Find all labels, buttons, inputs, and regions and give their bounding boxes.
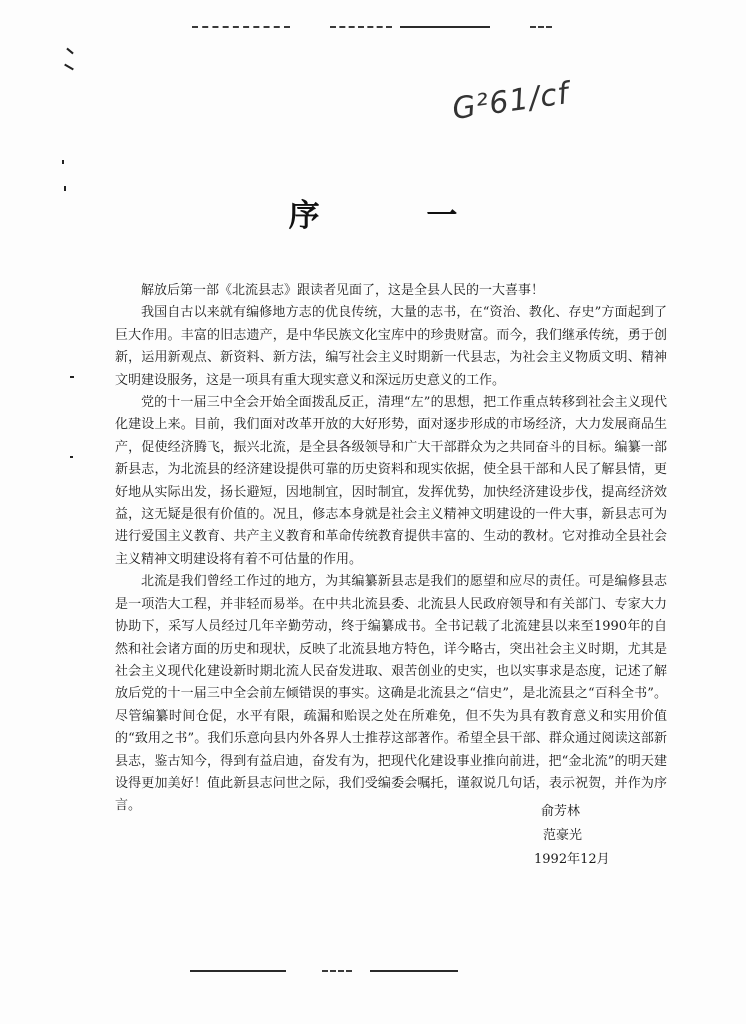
scan-artifact-top-mid — [330, 26, 392, 28]
paragraph: 我国自古以来就有编修地方志的优良传统，大量的志书，在“资治、教化、存史”方面起到了巨大作用。丰富的旧志遗产，是中华民族文化宝库中的珍贵财富。而今，我们继承传统，勇于创新，运用新观点、新资料、新方法，编写社会主义时期新一代县志，为社会主义物质文明、精神文明建设服务，这是一项具有重大现实意义和深远历史意义的工作。 — [115, 305, 667, 388]
scan-artifact-top-left — [192, 26, 290, 28]
author-name: 范豪光 — [543, 828, 583, 843]
author-name: 俞芳林 — [541, 804, 581, 819]
signature-block — [534, 800, 610, 872]
scan-mark — [66, 48, 73, 55]
scan-mark — [70, 376, 74, 378]
scan-artifact-bottom-left — [190, 970, 286, 972]
scan-artifact-top-right — [400, 26, 490, 28]
paragraph: 党的十一届三中全会开始全面拨乱反正，清理“左”的思想，把工作重点转移到社会主义现代化建设上来。目前，我们面对改革开放的大好形势，面对逐步形成的市场经济，大力发展商品生产，促使经济腾飞，振兴北流，是全县各级领导和广大干部群众为之共同奋斗的目标。编纂一部新县志，为北流县的经济建设提供可靠的历史资料和现实依据，使全县干部和人民了解县情，更好地从实际出发，扬长避短，因地制宜，因时制宜，发挥优势，加快经济建设步伐，提高经济效益，这无疑是很有价值的。况且，修志本身就是社会主义精神文明建设的一件大事，新县志可为进行爱国主义教育、共产主义教育和革命传统教育提供丰富的、生动的教材。它对推动全县社会主义精神文明建设将有着不可估量的作用。 — [115, 395, 667, 567]
signature-date: 1992年12月 — [534, 852, 610, 867]
scan-artifact-top-far — [530, 26, 552, 28]
page-title: 序 一 — [288, 198, 506, 234]
scan-artifact-bottom-mid — [322, 970, 352, 972]
scan-mark — [70, 456, 73, 458]
scan-mark — [64, 64, 74, 71]
paragraph: 解放后第一部《北流县志》跟读者见面了，这是全县人民的一大喜事！ — [141, 283, 545, 298]
scan-artifact-bottom-right — [370, 970, 458, 972]
paragraph: 北流是我们曾经工作过的地方，为其编纂新县志是我们的愿望和应尽的责任。可是编修县志是一项浩大工程，并非轻而易举。在中共北流县委、北流县人民政府领导和有关部门、专家大力协助下，采写人员经过几年辛勤劳动，终于编纂成书。全书记载了北流建县以来至1990年的自然和社会诸方面的历史和现状，反映了北流县地方特色，详今略古，突出社会主义时期，尤其是社会主义现代化建设新时期北流人民奋发进取、艰苦创业的史实，也以实事求是态度，记述了解放后党的十一届三中全会前左倾错误的事实。这确是北流县之“信史”，是北流县之“百科全书”。尽管编纂时间仓促，水平有限，疏漏和贻误之处在所难免，但不失为具有教育意义和实用价值的“致用之书”。我们乐意向县内外各界人士推荐这部著作。希望全县干部、群众通过阅读这部新县志，鉴古知今，得到有益启迪，奋发有为，把现代化建设事业推向前进，把“金北流”的明天建设得更加美好！值此新县志问世之际，我们受编委会嘱托，谨叙说几句话，表示祝贺，并作为序言。 — [115, 574, 667, 814]
handwritten-note: G²61/cf — [450, 75, 572, 128]
preface-body — [115, 280, 667, 818]
scan-mark — [62, 160, 64, 164]
